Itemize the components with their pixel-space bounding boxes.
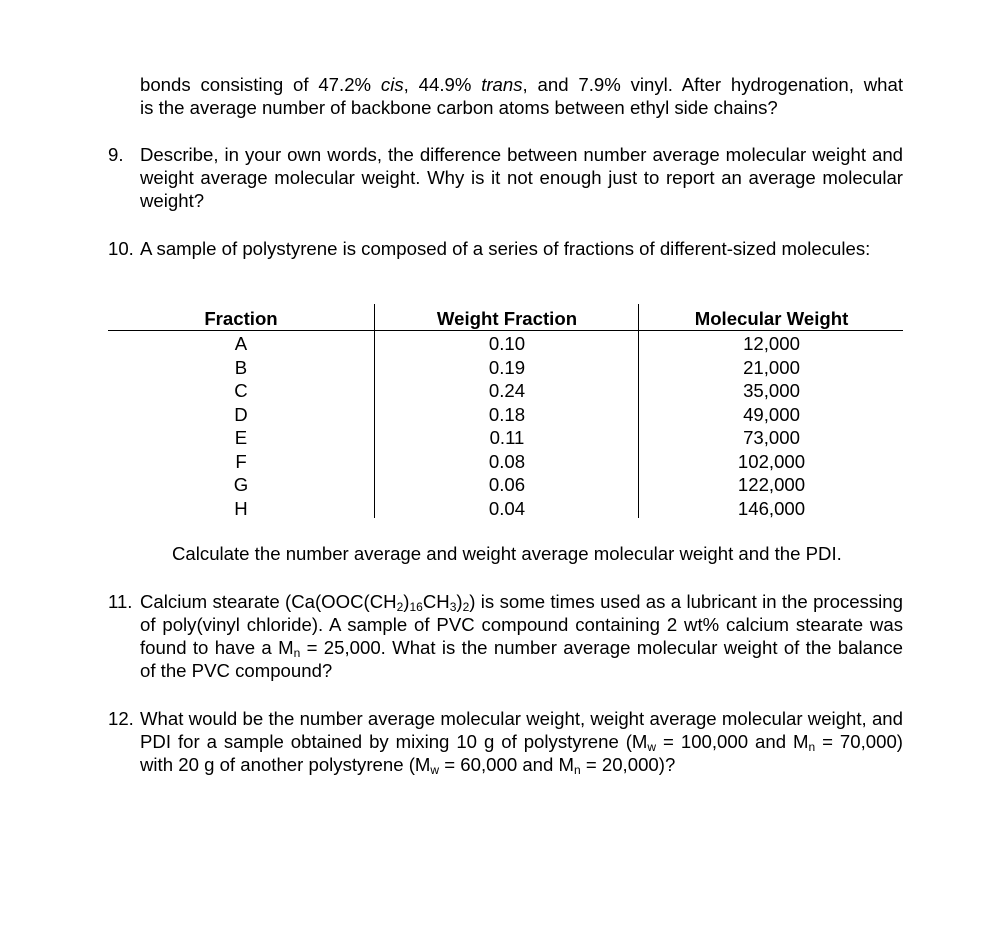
question-12-number: 12. bbox=[108, 708, 134, 729]
fraction-table bbox=[108, 304, 903, 518]
weight-fraction-header: Weight Fraction bbox=[436, 308, 578, 329]
table-cell-fraction: A bbox=[234, 333, 248, 354]
question-10-body: A sample of polystyrene is composed of a series of fractions of different-sized molecules: bbox=[140, 238, 871, 259]
continuation-text: , and 7.9% vinyl. After hydrogenation, what bbox=[522, 74, 903, 95]
continuation-text: bonds consisting of 47.2% bbox=[140, 74, 381, 95]
molecular-weight-column bbox=[638, 304, 904, 518]
table-cell-molecular-weight: 73,000 bbox=[743, 427, 800, 448]
question-10-followup: Calculate the number average and weight average molecular weight and the PDI. bbox=[172, 543, 842, 564]
question-12-text bbox=[140, 707, 903, 776]
table-cell-molecular-weight: 21,000 bbox=[743, 356, 800, 378]
cis-term: cis bbox=[380, 74, 404, 95]
q12-text: = 70,000) with 20 g of another polystyrene (M bbox=[140, 731, 903, 775]
q11-text: ) bbox=[403, 591, 410, 612]
table-cell-fraction: D bbox=[234, 403, 248, 425]
table-cell-fraction: C bbox=[234, 380, 248, 401]
question-11-body bbox=[140, 590, 903, 682]
question-9-body: Describe, in your own words, the difference between number average molecular weight and weight average molecular weight. Why is it not enough just to report an average molecular weight? bbox=[140, 144, 903, 211]
table-cell-fraction: G bbox=[233, 474, 249, 495]
table-cell-fraction: F bbox=[235, 450, 247, 472]
table-cell-molecular-weight: 122,000 bbox=[737, 474, 806, 495]
table-cell-weight-fraction: 0.10 bbox=[488, 333, 526, 354]
question-10-number: 10. bbox=[108, 238, 134, 259]
q11-text: CH bbox=[422, 591, 450, 612]
table-cell-molecular-weight: 35,000 bbox=[743, 380, 800, 401]
table-cell-fraction: E bbox=[234, 427, 248, 448]
weight-fraction-column bbox=[374, 304, 639, 518]
table-cell-molecular-weight: 49,000 bbox=[743, 403, 800, 425]
fraction-header: Fraction bbox=[204, 308, 278, 329]
table-cell-weight-fraction: 0.11 bbox=[489, 427, 525, 448]
continuation-line-1 bbox=[140, 73, 903, 96]
molecular-weight-header: Molecular Weight bbox=[694, 308, 849, 329]
continuation-text: , 44.9% bbox=[403, 74, 482, 95]
question-9-number: 9. bbox=[108, 144, 124, 165]
q12-text: = 100,000 and M bbox=[656, 731, 809, 752]
trans-term: trans bbox=[481, 74, 523, 95]
q11-subscript: 3 bbox=[449, 600, 457, 614]
q11-text: ) bbox=[456, 591, 463, 612]
table-cell-weight-fraction: 0.08 bbox=[488, 450, 526, 472]
table-cell-weight-fraction: 0.06 bbox=[488, 474, 526, 495]
question-12-body bbox=[140, 707, 903, 776]
fraction-column bbox=[108, 304, 374, 518]
table-cell-molecular-weight: 12,000 bbox=[743, 333, 800, 354]
q11-subscript: 2 bbox=[396, 600, 404, 614]
q12-text: What would be the number average molecular weight, weight average molecular weight, and PDI for a sample obtained by mixing 10 g of polystyrene (M bbox=[140, 708, 903, 752]
table-cell-weight-fraction: 0.19 bbox=[488, 356, 526, 378]
q12-subscript: n bbox=[574, 763, 581, 777]
table-cell-fraction: H bbox=[234, 497, 248, 519]
q12-text: = 20,000)? bbox=[580, 754, 676, 775]
question-9-text bbox=[140, 143, 903, 212]
table-cell-fraction: B bbox=[234, 356, 248, 378]
question-11-text bbox=[140, 590, 903, 682]
table-cell-weight-fraction: 0.04 bbox=[488, 497, 526, 519]
table-cell-weight-fraction: 0.24 bbox=[488, 380, 526, 401]
q12-subscript: w bbox=[647, 740, 657, 754]
q12-subscript: n bbox=[808, 740, 816, 754]
question-10-text bbox=[140, 237, 903, 260]
table-cell-molecular-weight: 146,000 bbox=[737, 497, 806, 519]
q11-text: = 25,000. What is the number average molecular weight of the balance of the PVC compound? bbox=[140, 637, 903, 681]
q12-subscript: w bbox=[430, 763, 440, 777]
q11-subscript: 16 bbox=[409, 600, 423, 614]
q11-text: ) is some times used as a lubricant in the processing of poly(vinyl chloride). A sample of PVC compound containing 2 wt% calcium stearate was found to have a M bbox=[140, 591, 903, 658]
question-11-number: 11. bbox=[108, 591, 133, 612]
q11-subscript: n bbox=[293, 646, 301, 660]
q11-subscript: 2 bbox=[462, 600, 470, 614]
q11-text: Calcium stearate (Ca(OOC(CH bbox=[140, 591, 397, 612]
q12-text: = 60,000 and M bbox=[439, 754, 574, 775]
continuation-line-2: is the average number of backbone carbon atoms between ethyl side chains? bbox=[140, 97, 778, 118]
previous-question-continuation bbox=[140, 73, 903, 119]
table-cell-weight-fraction: 0.18 bbox=[488, 403, 526, 425]
table-cell-molecular-weight: 102,000 bbox=[737, 450, 806, 472]
